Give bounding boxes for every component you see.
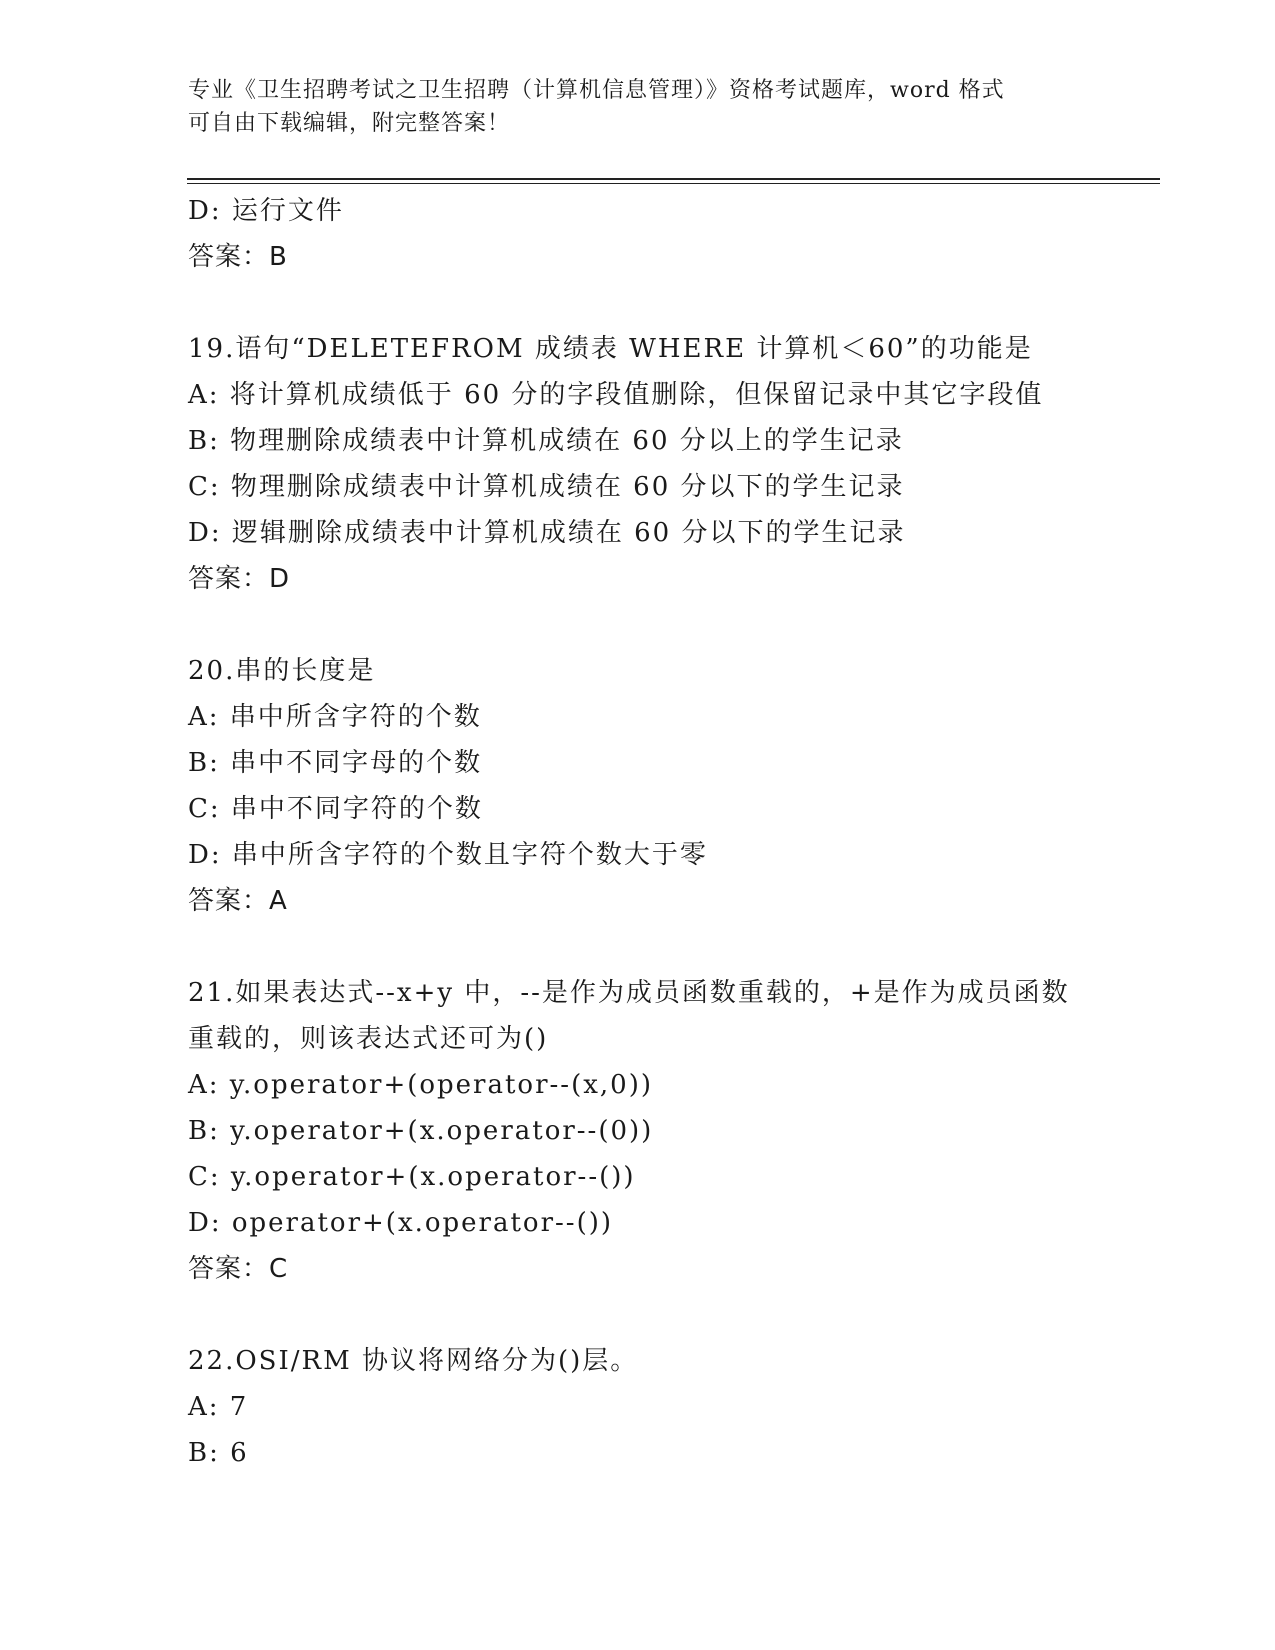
answer: 答案：D bbox=[188, 564, 291, 594]
option-a: A: 7 bbox=[188, 1392, 249, 1422]
option-d: D: 串中所含字符的个数且字符个数大于零 bbox=[188, 840, 708, 870]
option-a: A: 将计算机成绩低于 60 分的字段值删除，但保留记录中其它字段值 bbox=[188, 380, 1044, 410]
option-c: C: 物理删除成绩表中计算机成绩在 60 分以下的学生记录 bbox=[188, 472, 905, 502]
option-c: C: y.operator+(x.operator--()) bbox=[188, 1162, 636, 1192]
prev-option-d: D: 运行文件 bbox=[188, 196, 344, 226]
option-b: B: 串中不同字母的个数 bbox=[188, 748, 483, 778]
option-a: A: y.operator+(operator--(x,0)) bbox=[188, 1070, 653, 1100]
option-d: D: operator+(x.operator--()) bbox=[188, 1208, 614, 1238]
question-22 bbox=[188, 1338, 1108, 1476]
option-b: B: 物理删除成绩表中计算机成绩在 60 分以上的学生记录 bbox=[188, 426, 904, 456]
question-list bbox=[188, 188, 1108, 1476]
question-stem-line-1: 21.如果表达式--x+y 中，--是作为成员函数重载的，+是作为成员函数 bbox=[188, 978, 1070, 1008]
spacer bbox=[188, 602, 1108, 648]
header-rule-thin bbox=[187, 183, 1160, 184]
option-b: B: y.operator+(x.operator--(0)) bbox=[188, 1116, 654, 1146]
answer: 答案：C bbox=[188, 1254, 289, 1284]
question-20 bbox=[188, 648, 1108, 924]
question-19 bbox=[188, 326, 1108, 602]
question-stem-line-2: 重载的，则该表达式还可为() bbox=[188, 1024, 549, 1054]
option-c: C: 串中不同字符的个数 bbox=[188, 794, 483, 824]
question-21 bbox=[188, 970, 1108, 1292]
header-line-2: 可自由下载编辑，附完整答案！ bbox=[188, 111, 511, 136]
spacer bbox=[188, 280, 1108, 326]
spacer bbox=[188, 1292, 1108, 1338]
question-stem: 20.串的长度是 bbox=[188, 656, 376, 686]
spacer bbox=[188, 924, 1108, 970]
document-header bbox=[188, 74, 1088, 140]
question-stem: 22.OSI/RM 协议将网络分为()层。 bbox=[188, 1346, 639, 1376]
option-d: D: 逻辑删除成绩表中计算机成绩在 60 分以下的学生记录 bbox=[188, 518, 906, 548]
header-rule-thick bbox=[187, 178, 1160, 180]
question-stem: 19.语句“DELETEFROM 成绩表 WHERE 计算机＜60”的功能是 bbox=[188, 334, 1033, 364]
prev-answer: 答案：B bbox=[188, 242, 288, 272]
option-b: B: 6 bbox=[188, 1438, 249, 1468]
answer: 答案：A bbox=[188, 886, 288, 916]
header-line-1: 专业《卫生招聘考试之卫生招聘（计算机信息管理）》资格考试题库，word 格式 bbox=[188, 78, 1005, 103]
option-a: A: 串中所含字符的个数 bbox=[188, 702, 482, 732]
